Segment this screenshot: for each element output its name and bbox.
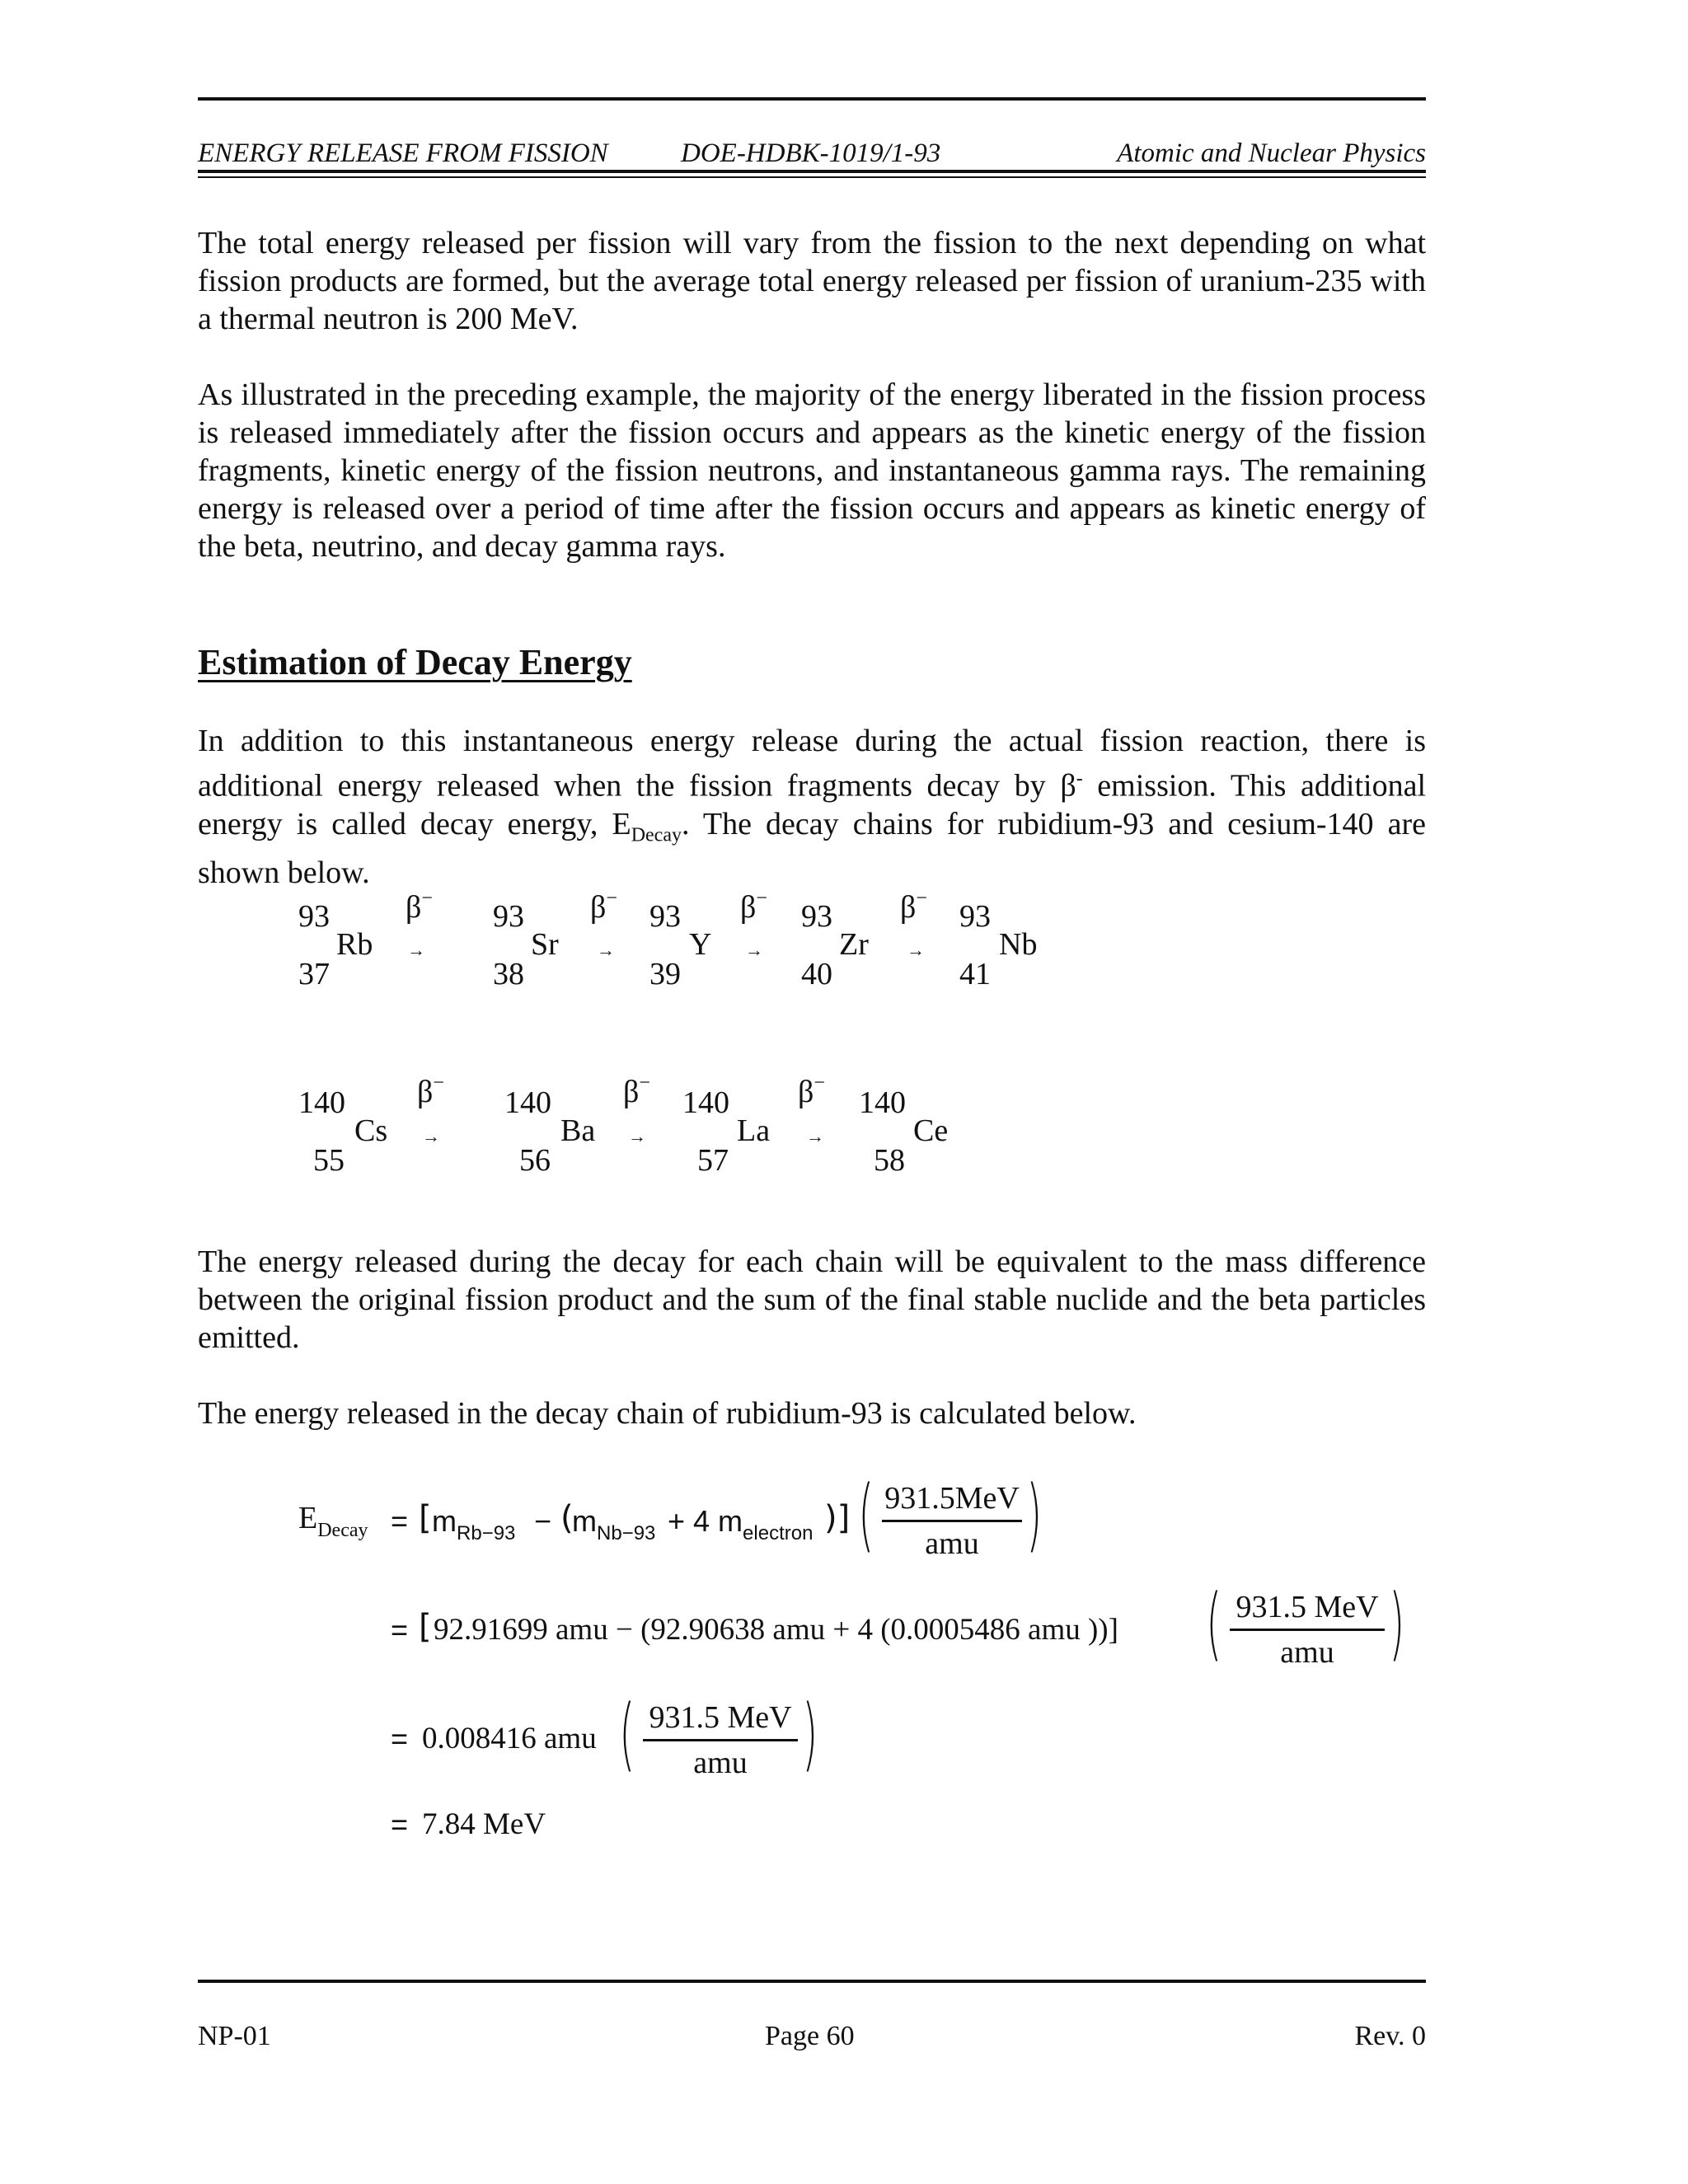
paragraph-decay-energy-part3: . The decay chains for rubidium-93 and cesium-140 are shown below. — [198, 806, 1426, 891]
header-left: ENERGY RELEASE FROM FISSION — [198, 138, 608, 168]
nuclide-symbol: Zr — [839, 927, 869, 962]
equation-decay-sub: Decay — [317, 1520, 368, 1541]
beta-sup: − — [606, 888, 617, 909]
equals-sign: = — [391, 1807, 409, 1841]
beta-symbol: β — [798, 1075, 814, 1109]
fraction-bar — [1230, 1629, 1385, 1631]
nuclide-symbol: Ce — [913, 1113, 949, 1148]
fraction-mev-amu — [882, 1480, 1022, 1562]
nuclide-mass: 140 — [682, 1085, 729, 1120]
nuclide-mass: 93 — [298, 899, 330, 934]
beta-symbol: β — [417, 1075, 434, 1109]
numeric-substitution: 92.91699 amu − (92.90638 amu + 4 (0.0005486 amu ))] — [434, 1613, 1118, 1647]
fraction-denominator: amu — [1280, 1635, 1334, 1670]
arrow: → — [907, 940, 925, 960]
arrow: → — [745, 940, 763, 960]
decay-energy-result: 7.84 MeV — [422, 1807, 546, 1841]
beta-symbol: β — [623, 1075, 640, 1109]
minus-sign: − — [534, 1504, 552, 1538]
nuclide-mass: 93 — [959, 899, 991, 934]
beta-label — [798, 1066, 825, 1108]
open-big-paren: ( — [858, 1469, 874, 1561]
nuclide-symbol: Rb — [336, 927, 373, 962]
beta-sup: − — [433, 1072, 444, 1094]
nuclide-symbol: Cs — [354, 1113, 388, 1148]
beta-sup: − — [421, 888, 433, 909]
open-big-paren: ( — [619, 1688, 635, 1780]
nuclide-mass: 140 — [504, 1085, 551, 1120]
nuclide-symbol: La — [737, 1113, 771, 1148]
plus-four-m-text: + 4 m — [668, 1504, 743, 1538]
open-big-paren: ( — [1206, 1577, 1222, 1670]
nuclide-symbol: Ba — [560, 1113, 596, 1148]
nuclide-atomic-number: 57 — [697, 1143, 729, 1178]
nuclide-atomic-number: 55 — [313, 1143, 345, 1178]
arrow: → — [806, 1126, 824, 1146]
close-paren-bracket: )] — [824, 1499, 851, 1537]
fraction-bar — [643, 1739, 798, 1741]
beta-label — [740, 882, 767, 924]
fraction-numerator: 931.5MeV — [884, 1481, 1020, 1516]
beta-label — [900, 882, 927, 924]
fraction-mev-amu — [1230, 1589, 1385, 1671]
header-bottom-rule-thin — [198, 176, 1426, 178]
nuclide-atomic-number: 41 — [959, 957, 991, 991]
paragraph-total-energy: The total energy released per fission will vary from the fission to the next depending on what fission products are formed, but the average total energy released per fission of uranium-235 with a thermal neutron is 200 MeV. — [198, 226, 1426, 336]
beta-sup: − — [814, 1072, 825, 1094]
nuclide-mass: 93 — [493, 899, 524, 934]
beta-label — [590, 882, 617, 924]
header-right: Atomic and Nuclear Physics — [1117, 138, 1426, 168]
nuclide-atomic-number: 40 — [801, 957, 832, 991]
beta-label — [417, 1066, 444, 1108]
paragraph-decay-energy-part1: In addition to this instantaneous energy release during the actual fission reaction, there is additional energy released when the fission fragments decay by β — [198, 724, 1426, 804]
nuclide-atomic-number: 58 — [874, 1143, 905, 1178]
equation-e: E — [298, 1501, 318, 1535]
nuclide-symbol: Nb — [999, 927, 1038, 962]
fraction-numerator: 931.5 MeV — [649, 1700, 792, 1735]
nuclide-symbol: Y — [689, 927, 712, 962]
fraction-bar — [882, 1520, 1022, 1522]
nuclide-symbol: Sr — [531, 927, 559, 962]
beta-label — [406, 882, 433, 924]
nuclide-atomic-number: 39 — [649, 957, 681, 991]
nb93-sub: Nb−93 — [597, 1522, 656, 1544]
beta-sup: − — [756, 888, 767, 909]
equals-sign: = — [391, 1504, 409, 1538]
arrow: → — [597, 940, 615, 960]
mass-difference-value: 0.008416 amu — [422, 1722, 597, 1755]
beta-sup: − — [639, 1072, 650, 1094]
close-big-paren: ) — [1389, 1577, 1405, 1670]
nuclide-atomic-number: 56 — [519, 1143, 551, 1178]
nuclide-mass: 140 — [298, 1085, 345, 1120]
fraction-numerator: 931.5 MeV — [1236, 1590, 1379, 1624]
beta-symbol: β — [900, 890, 917, 925]
footer-left: NP-01 — [198, 2021, 271, 2051]
left-bracket: [ — [419, 1608, 432, 1646]
decay-subscript: Decay — [631, 824, 682, 846]
beta-symbol: β — [740, 890, 757, 925]
footer-page-number: Page 60 — [765, 2021, 855, 2051]
footer-right: Rev. 0 — [1354, 2021, 1426, 2051]
paragraph-energy-liberated: As illustrated in the preceding example, the majority of the energy liberated in the fission process is released immediately after the fission occurs and appears as the kinetic energy of the fission fragments, kinetic energy of the fission neutrons, and instantaneous gamma rays. The remaining energy is released over a period of time after the fission occurs and appears as kinetic energy of the beta, neutrino, and decay gamma rays. — [198, 377, 1426, 564]
mass-m: m — [572, 1504, 597, 1538]
nuclide-mass: 93 — [649, 899, 681, 934]
nuclide-atomic-number: 38 — [493, 957, 524, 991]
beta-label — [623, 1066, 650, 1108]
nuclide-mass: 93 — [801, 899, 832, 934]
paragraph-decay-energy-part2: emission. This additional energy is called decay energy, E — [198, 768, 1426, 841]
close-big-paren: ) — [1026, 1469, 1043, 1561]
close-big-paren: ) — [802, 1688, 818, 1780]
fraction-denominator: amu — [925, 1526, 979, 1561]
mass-rb93 — [432, 1505, 515, 1550]
rb93-sub: Rb−93 — [457, 1522, 516, 1544]
fraction-mev-amu — [643, 1699, 798, 1781]
header-top-rule — [198, 97, 1426, 101]
equals-sign: = — [391, 1613, 409, 1647]
header-bottom-rule — [198, 170, 1426, 173]
beta-minus-superscript: - — [1076, 768, 1083, 790]
paragraph-rubidium-calculation: The energy released in the decay chain of rubidium-93 is calculated below. — [198, 1396, 1137, 1431]
footer-rule — [198, 1980, 1426, 1983]
fraction-denominator: amu — [693, 1746, 748, 1780]
beta-symbol: β — [406, 890, 422, 925]
electron-sub: electron — [743, 1522, 814, 1544]
plus-four-m — [668, 1505, 813, 1550]
equals-sign: = — [391, 1722, 409, 1755]
paragraph-mass-difference: The energy released during the decay for each chain will be equivalent to the mass difference between the original fission product and the sum of the final stable nuclide and the beta particles emitted. — [198, 1244, 1426, 1355]
paragraph-decay-energy — [198, 722, 1426, 892]
arrow: → — [628, 1126, 646, 1146]
left-paren: ( — [560, 1499, 574, 1537]
beta-sup: − — [916, 888, 927, 909]
left-bracket: [ — [419, 1499, 432, 1537]
nuclide-atomic-number: 37 — [298, 957, 330, 991]
mass-m: m — [432, 1504, 457, 1538]
header-center: DOE-HDBK-1019/1-93 — [681, 138, 941, 168]
arrow: → — [407, 940, 425, 960]
equation-lhs — [298, 1502, 368, 1547]
section-heading: Estimation of Decay Energy — [198, 642, 632, 682]
nuclide-mass: 140 — [859, 1085, 906, 1120]
mass-nb93 — [572, 1505, 655, 1550]
beta-symbol: β — [590, 890, 607, 925]
arrow: → — [422, 1126, 440, 1146]
